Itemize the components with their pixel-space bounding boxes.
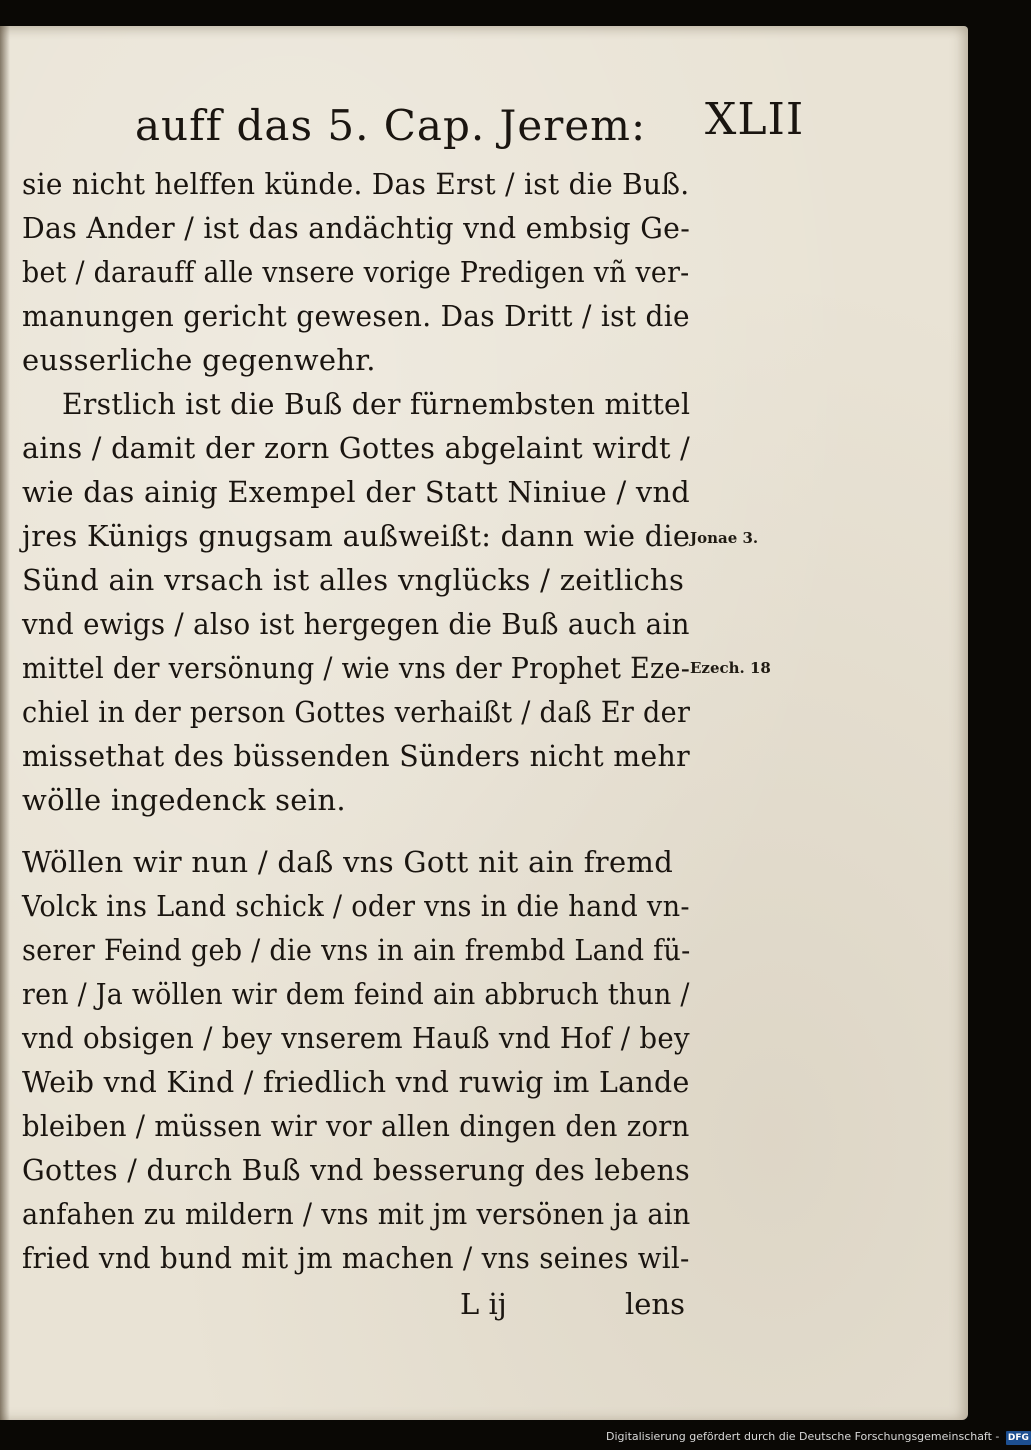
text-line: Volck ins Land schick / oder vns in die hand vn- xyxy=(22,889,690,923)
text-line: Erstlich ist die Buß der fürnembsten mittel xyxy=(62,387,691,421)
text-line: ren / Ja wöllen wir dem feind ain abbruch thun / xyxy=(22,977,690,1011)
margin-note-jonae: Jonae 3. xyxy=(690,529,759,547)
text-line: Gottes / durch Buß vnd besserung des lebens xyxy=(22,1153,691,1187)
catchword: lens xyxy=(625,1287,685,1321)
text-line: missethat des büssenden Sünders nicht mehr xyxy=(22,739,690,773)
text-line: jres Künigs gnugsam außweißt: dann wie die xyxy=(22,519,691,553)
page-gutter-shadow xyxy=(0,26,10,1420)
text-line: fried vnd bund mit jm machen / vns seines wil- xyxy=(22,1241,690,1275)
text-line: eusserliche gegenwehr. xyxy=(22,343,376,377)
text-line: wie das ainig Exempel der Statt Niniue / vnd xyxy=(22,475,691,509)
running-title: auff das 5. Cap. Jerem: xyxy=(135,101,647,150)
text-line: ains / damit der zorn Gottes abgelaint wirdt / xyxy=(22,431,691,465)
text-line: chiel in der person Gottes verhaißt / daß Er der xyxy=(22,695,691,729)
text-line: wölle ingedenck sein. xyxy=(22,783,346,817)
text-line: anfahen zu mildern / vns mit jm versönen ja ain xyxy=(22,1197,691,1231)
margin-note-ezech: Ezech. 18 xyxy=(690,659,771,677)
digitization-credit xyxy=(606,1430,1031,1445)
text-line: serer Feind geb / die vns in ain frembd Land fü- xyxy=(22,933,691,967)
signature-mark: L ij xyxy=(460,1287,507,1321)
text-line: manungen gericht gewesen. Das Dritt / ist die xyxy=(22,299,690,333)
text-line: bet / darauff alle vnsere vorige Predigen vñ ver- xyxy=(22,255,690,289)
text-line: vnd ewigs / also ist hergegen die Buß auch ain xyxy=(22,607,690,641)
folio-number: XLII xyxy=(705,94,805,145)
dfg-logo-icon: DFG xyxy=(1007,1433,1029,1443)
text-line: bleiben / müssen wir vor allen dingen den zorn xyxy=(22,1109,690,1143)
text-line: mittel der versönung / wie vns der Prophet Eze- xyxy=(22,651,691,685)
text-line: Weib vnd Kind / friedlich vnd ruwig im Lande xyxy=(22,1065,690,1099)
text-line: Sünd ain vrsach ist alles vnglücks / zeitlichs xyxy=(22,563,685,597)
text-line: Wöllen wir nun / daß vns Gott nit ain fremd xyxy=(22,845,674,879)
credit-text: Digitalisierung gefördert durch die Deutsche Forschungsgemeinschaft - xyxy=(606,1430,1000,1443)
text-line: sie nicht helffen künde. Das Erst / ist die Buß. xyxy=(22,167,690,201)
text-line: Das Ander / ist das andächtig vnd embsig Ge- xyxy=(22,211,691,245)
text-line: vnd obsigen / bey vnserem Hauß vnd Hof / bey xyxy=(22,1021,690,1055)
